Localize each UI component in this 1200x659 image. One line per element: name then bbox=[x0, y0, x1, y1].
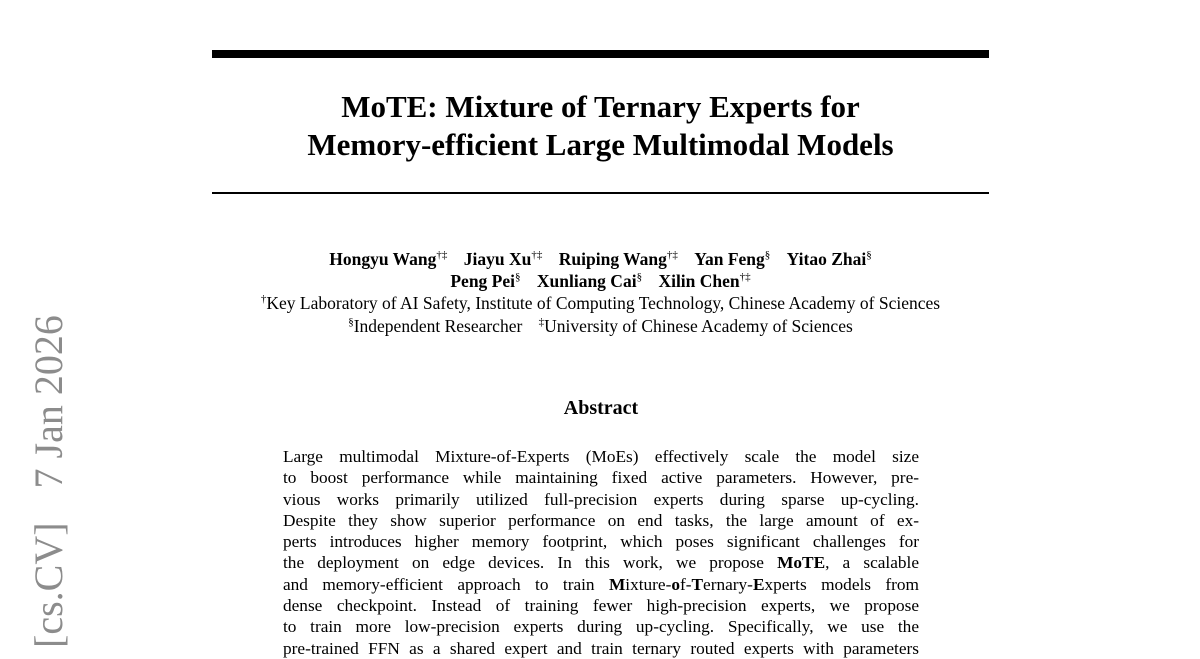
title-top-rule bbox=[212, 50, 989, 58]
abstract-line: Large multimodal Mixture-of-Experts (MoEs) effectively scale the model size bbox=[283, 447, 919, 466]
abstract-line: dense checkpoint. Instead of training fewer high-precision experts, we propose bbox=[283, 596, 919, 616]
abstract-line: to train more low-precision experts during up-cycling. Specifically, we use the bbox=[283, 617, 919, 637]
affiliation-mark: ‡ bbox=[538, 316, 545, 328]
abstract-line: the deployment on edge devices. In this work, we propose MoTE, a scalable bbox=[283, 553, 920, 573]
abstract-line: and memory-efficient approach to train Mixture-of-Ternary-Experts models from bbox=[283, 574, 920, 594]
abstract-body bbox=[283, 446, 919, 659]
affiliation: †Key Laboratory of AI Safety, Institute of Computing Technology, Chinese Academy of Sciences bbox=[260, 293, 941, 313]
paper-title bbox=[212, 88, 989, 164]
author: Yitao Zhai§ bbox=[786, 249, 872, 269]
author: Jiayu Xu†‡ bbox=[463, 249, 543, 269]
arxiv-date: 7 Jan 2026 bbox=[26, 315, 71, 489]
abstract-line: Despite they show superior performance on end tasks, the large amount of ex- bbox=[283, 510, 919, 530]
affiliation-row bbox=[212, 292, 989, 315]
abstract-line: pre-trained FFN as a shared expert and train ternary routed experts with parameters bbox=[283, 638, 919, 658]
affiliation-marks: § bbox=[866, 249, 872, 261]
abstract-line: vious works primarily utilized full-precision experts during sparse up-cycling. bbox=[283, 489, 919, 509]
affiliation-marks: § bbox=[636, 271, 643, 283]
abstract-heading: Abstract bbox=[563, 397, 639, 419]
arxiv-category: [cs.CV] bbox=[26, 522, 71, 648]
arxiv-stamp bbox=[25, 315, 73, 648]
affiliation-mark: § bbox=[348, 316, 354, 328]
author-block bbox=[212, 248, 989, 338]
author: Ruiping Wang†‡ bbox=[558, 249, 678, 269]
abstract-line: perts introduces higher memory footprint, which poses significant challenges for bbox=[283, 532, 919, 552]
author: Xilin Chen†‡ bbox=[658, 271, 751, 291]
affiliation-mark: † bbox=[260, 293, 267, 305]
title-line: Memory-efficient Large Multimodal Models bbox=[307, 127, 894, 162]
abstract-line: to boost performance while maintaining fixed active parameters. However, pre- bbox=[283, 468, 919, 488]
affiliation-marks: § bbox=[515, 271, 521, 283]
affiliation-marks: †‡ bbox=[531, 249, 543, 261]
author: Peng Pei§ bbox=[450, 271, 521, 291]
author: Hongyu Wang†‡ bbox=[329, 249, 448, 269]
author-row bbox=[212, 248, 989, 270]
affiliation-marks: †‡ bbox=[739, 271, 751, 283]
title-line: MoTE: Mixture of Ternary Experts for bbox=[341, 89, 860, 124]
affiliation-marks: § bbox=[764, 249, 771, 261]
author: Yan Feng§ bbox=[694, 249, 771, 269]
affiliation-row bbox=[212, 315, 989, 338]
affiliation-marks: †‡ bbox=[436, 249, 448, 261]
affiliation: §Independent Researcher bbox=[348, 316, 523, 336]
author-row bbox=[212, 270, 989, 292]
author: Xunliang Cai§ bbox=[536, 271, 643, 291]
affiliation-marks: †‡ bbox=[666, 249, 678, 261]
affiliation: ‡University of Chinese Academy of Sciences bbox=[538, 316, 853, 336]
title-bottom-rule bbox=[212, 192, 989, 194]
